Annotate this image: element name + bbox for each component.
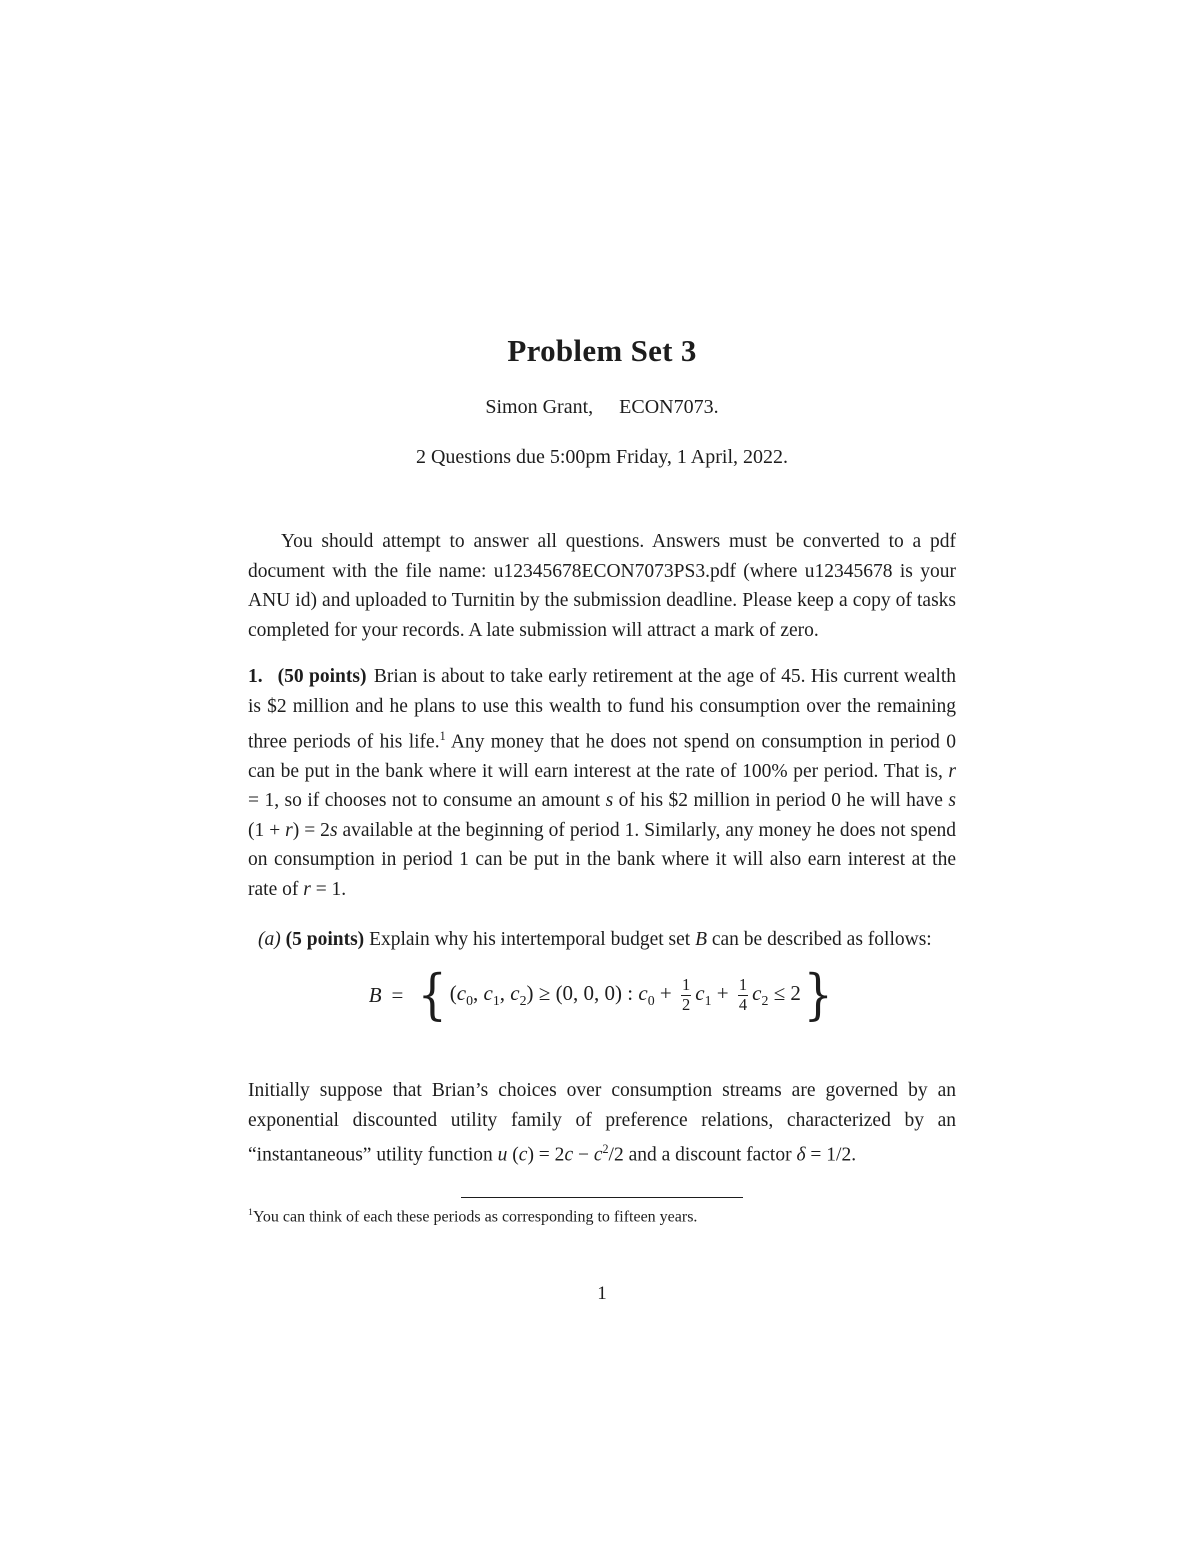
right-brace: } [803,963,833,1027]
math-run [752,980,801,1010]
math-variable-B: B [368,983,382,1008]
part-a-label: (a) [258,928,281,950]
closing-text: − [573,1144,594,1166]
part-a-text: Explain why his intertemporal budget set [364,928,696,950]
fraction-one-quarter [738,976,748,1015]
math-variable-s: s [329,819,338,841]
math-variable-c: c [752,981,762,1006]
question-text: = 1. [310,879,347,901]
question-text: available at the beginning of period 1. Similarly, any money he does not spend on consumption in period 1 can be put in the bank where it will also earn interest at the rate of [248,819,956,901]
fraction-numerator: 1 [738,974,748,994]
subscript: 0 [647,993,655,1009]
footnote-rule [461,1197,743,1198]
fraction-denominator: 2 [682,994,691,1014]
question-points: (50 points) [277,666,367,688]
question-text: (1 + [248,819,286,841]
subscript: 1 [492,993,500,1009]
math-variable-c: c [456,981,467,1006]
math-variable-s: s [605,790,614,812]
closing-text: = 1/2. [805,1144,857,1166]
math-variable-c: c [695,981,705,1006]
fraction-numerator: 1 [682,974,691,994]
math-variable-r: r [948,760,956,782]
math-variable-c: c [483,981,493,1006]
fraction-one-half [681,976,691,1015]
math-variable-B: B [695,928,707,950]
budget-set-equation [248,963,956,1027]
question-text: = 1, so if chooses not to consume an amount [248,790,606,812]
math-variable-c: c [518,1144,528,1166]
closing-text: Initially suppose that Brian’s choices over consumption streams are governed by an exponential discounted utility family of preference relations, characterized by an “instantaneous” utility function [248,1080,956,1166]
math-text: , [473,981,484,1006]
course-code: ECON7073. [619,396,719,418]
footnote [248,1206,956,1228]
superscript-2: 2 [602,1142,609,1157]
question-text: Any money that he does not spend on consumption in period 0 can be put in the bank where it will earn interest at the rate of 100% per period. That is, [248,731,956,782]
subscript: 0 [466,993,474,1009]
math-variable-c: c [638,981,648,1006]
left-brace: { [417,963,448,1027]
closing-text: ) = 2 [527,1144,565,1166]
math-text: + [654,981,677,1006]
intro-paragraph: You should attempt to answer all questions. Answers must be converted to a pdf document with the file name: u12345678ECON7073PS3.pdf (where u12345678 is your ANU id) and uploaded to Turnitin by the submission deadline. Please keep a copy of tasks completed for your records. A late submission will attract a mark of zero. [248,531,956,641]
math-variable-u: u [497,1144,508,1166]
author-name: Simon Grant, [485,396,594,418]
question-number: 1. [248,666,263,688]
document-content [248,0,956,1305]
closing-text: ( [507,1144,519,1166]
math-variable-c: c [510,981,520,1006]
part-a-points: (5 points) [285,928,365,950]
subscript: 2 [761,993,769,1009]
question-text: ) = 2 [292,819,330,841]
document-title: Problem Set 3 [507,333,697,368]
closing-paragraph [248,1076,956,1170]
closing-text: and a discount factor [623,1144,797,1166]
math-run [450,980,677,1010]
subscript: 2 [519,993,527,1009]
math-variable-delta: δ [796,1144,806,1166]
math-text: ≤ 2 [768,981,801,1006]
closing-text: /2 [608,1144,624,1166]
math-variable-c: c [564,1144,574,1166]
page-number: 1 [597,1283,607,1305]
math-text: ) ≥ (0, 0, 0) : [526,981,639,1006]
math-text: + [711,981,734,1006]
math-text: ( [449,981,457,1006]
math-variable-r: r [303,879,311,901]
fraction-denominator: 4 [738,994,748,1014]
equals-sign: = [391,983,404,1008]
math-variable-r: r [285,819,293,841]
question-1-paragraph [248,662,956,904]
question-text: of his $2 million in period 0 he will have [613,790,949,812]
author-line [248,396,956,419]
part-a-text: can be described as follows: [707,928,932,950]
math-text: , [499,981,511,1006]
math-variable-s: s [948,790,956,812]
question-text: Brian is about to take early retirement at the age of 45. His current wealth is $2 million and he plans to use this wealth to fund his consumption over the remaining three periods of his life. [248,666,957,753]
footnote-ref: 1 [439,728,446,743]
footnote-marker: 1 [248,1206,253,1218]
subscript: 1 [704,993,712,1009]
footnote-text: You can think of each these periods as corresponding to fifteen years. [252,1207,698,1225]
math-run [695,980,734,1010]
part-a-item [248,925,956,955]
due-date-line: 2 Questions due 5:00pm Friday, 1 April, 2022. [415,446,789,468]
math-variable-c: c [593,1144,603,1166]
